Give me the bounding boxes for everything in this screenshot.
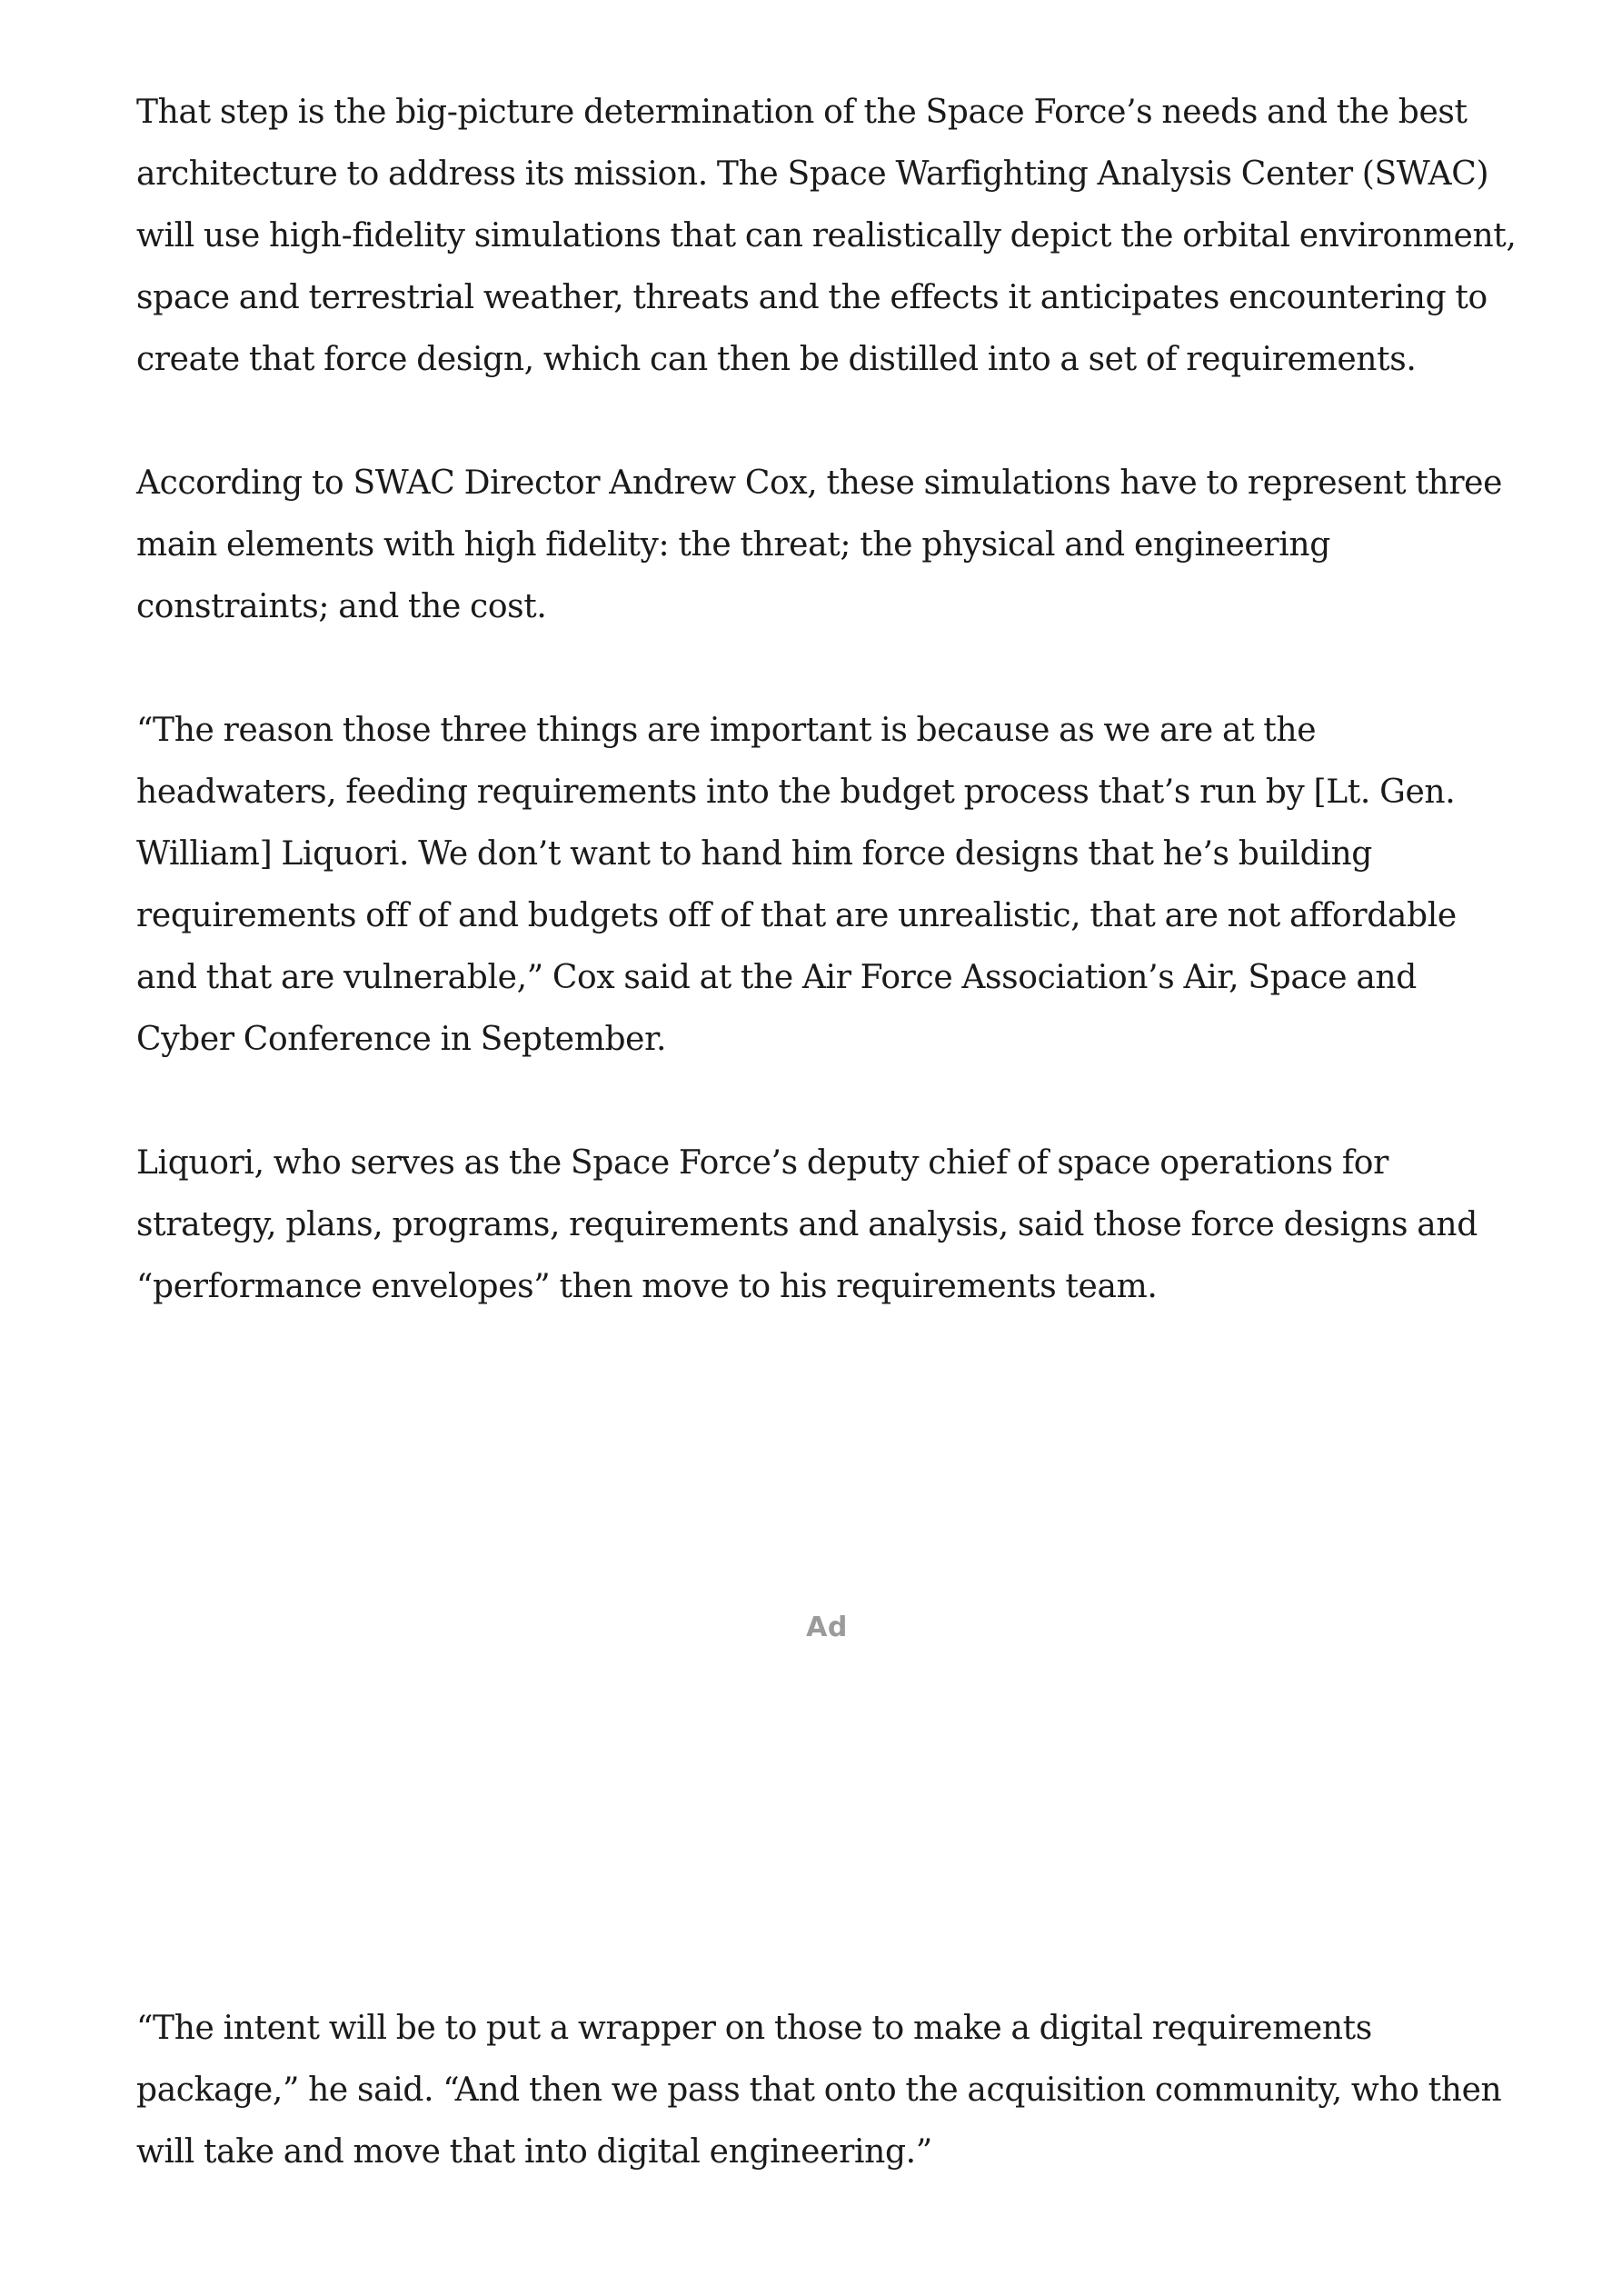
article-paragraph-2: According to SWAC Director Andrew Cox, these simulations have to represent three main elements with high fidelity: the threat; the physical and engineering constraints; and the cost. [136,464,1503,625]
article-paragraph-3: “The reason those three things are important is because as we are at the headwaters, feeding requirements into the budget process that’s run by [Lt. Gen. William] Liquori. We don’t want to hand him force designs that he’s building requirements off of and budgets off of that are unrealistic, that are not affordable and that are vulnerable,” Cox said at the Air Force Association’s Air, Space and Cyber Conference in September. [136,712,1457,1058]
article-paragraph-4: Liquori, who serves as the Space Force’s deputy chief of space operations for strategy, plans, programs, requirements and analysis, said those force designs and “performance envelopes” then move to his requirements team. [136,1144,1478,1305]
article-paragraph-1: That step is the big-picture determination of the Space Force’s needs and the best architecture to address its mission. The Space Warfighting Analysis Center (SWAC) will use high-fidelity simulations that can realistically depict the orbital environment, space and terrestrial weather, threats and the effects it anticipates encountering to create that force design, which can then be distilled into a set of requirements. [136,94,1517,378]
article-body [136,82,1518,2245]
article-paragraph-5: “The intent will be to put a wrapper on those to make a digital requirements package,” he said. “And then we pass that onto the acquisition community, who then will take and move that into digital engineering.” [136,2010,1502,2171]
ad-label: Ad [806,1612,848,1643]
ad-slot[interactable] [136,1380,1518,1998]
